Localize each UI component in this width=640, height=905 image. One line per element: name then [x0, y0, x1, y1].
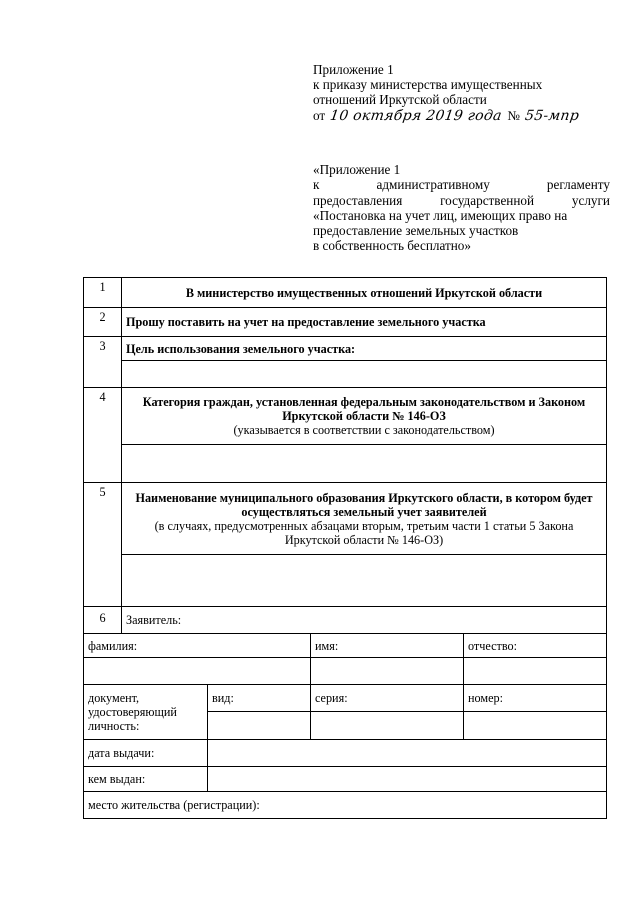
land-use-purpose-label: Цель использования земельного участка: [122, 337, 607, 361]
form-row-3 [84, 337, 607, 361]
row-number: 1 [84, 278, 122, 308]
appendix-title: Приложение 1 [313, 62, 394, 77]
citizen-category-note: (указывается в соответствии с законодательством) [233, 423, 495, 437]
land-use-purpose-field[interactable] [122, 361, 607, 388]
row-number: 3 [84, 337, 122, 388]
surname-label: фамилия: [84, 634, 311, 658]
application-form-table [83, 277, 607, 819]
applicant-label: Заявитель: [122, 607, 607, 634]
appendix2-line-3: предоставления государственной услуги [313, 192, 610, 208]
patronymic-label: отчество: [464, 634, 607, 658]
doc-type-field[interactable] [208, 712, 311, 740]
from-label: от [313, 107, 326, 123]
number-label: № [507, 107, 521, 123]
form-row-5-input [84, 555, 607, 607]
citizen-category-label [122, 388, 607, 445]
appendix2-line-4: «Постановка на учет лиц, имеющих право на [313, 207, 568, 223]
recipient-ministry: В министерство имущественных отношений Иркутской области [122, 278, 607, 308]
municipality-field[interactable] [122, 555, 607, 607]
row-number: 6 [84, 607, 122, 634]
patronymic-field[interactable] [464, 658, 607, 685]
name-label: имя: [311, 634, 464, 658]
municipality-title: Наименование муниципального образования Иркутского области, в котором будет осуществляться земельный учет заявителей [135, 490, 593, 519]
row-number: 5 [84, 483, 122, 607]
form-row-5 [84, 483, 607, 555]
row-number: 4 [84, 388, 122, 483]
surname-field[interactable] [84, 658, 311, 685]
order-date-line [313, 108, 613, 124]
residence-label: место жительства (регистрации): [84, 792, 607, 819]
issue-date-field[interactable] [208, 740, 607, 767]
form-row-4 [84, 388, 607, 445]
order-reference-block [313, 62, 613, 124]
order-line-3: отношений Иркутской области [313, 92, 487, 108]
residence-row [84, 792, 607, 819]
handwritten-date: 10 октября 2019 года [329, 107, 504, 124]
form-row-6 [84, 607, 607, 634]
form-row-3-input [84, 361, 607, 388]
doc-series-field[interactable] [311, 712, 464, 740]
issue-date-row [84, 740, 607, 767]
appendix2-line-6: в собственность бесплатно» [313, 238, 471, 254]
id-document-label: документ, удостоверяющий личность: [84, 685, 208, 740]
name-field[interactable] [311, 658, 464, 685]
form-row-1 [84, 278, 607, 308]
doc-number-label: номер: [464, 685, 607, 712]
municipality-label [122, 483, 607, 555]
row-number: 2 [84, 308, 122, 337]
citizen-category-title: Категория граждан, установленная федеральным законодательством и Законом Иркутской области № 146-ОЗ [142, 395, 586, 423]
doc-series-label: серия: [311, 685, 464, 712]
issue-date-label: дата выдачи: [84, 740, 208, 767]
handwritten-number: 55-мпр [524, 107, 581, 124]
issued-by-field[interactable] [208, 767, 607, 792]
name-labels-row [84, 634, 607, 658]
doc-type-label: вид: [208, 685, 311, 712]
appendix2-line-5: предоставление земельных участков [313, 223, 519, 239]
order-line-2: к приказу министерства имущественных [313, 77, 543, 93]
doc-number-field[interactable] [464, 712, 607, 740]
issued-by-label: кем выдан: [84, 767, 208, 792]
appendix2-title: «Приложение 1 [313, 162, 401, 177]
regulation-appendix-block [313, 162, 610, 254]
id-doc-labels-row [84, 685, 607, 712]
name-inputs-row [84, 658, 607, 685]
form-row-4-input [84, 445, 607, 483]
citizen-category-field[interactable] [122, 445, 607, 483]
municipality-note: (в случаях, предусмотренных абзацами вторым, третьим части 1 статьи 5 Закона Иркутской области № 146-ОЗ) [154, 518, 574, 547]
issued-by-row [84, 767, 607, 792]
form-row-2 [84, 308, 607, 337]
request-text: Прошу поставить на учет на предоставление земельного участка [122, 308, 607, 337]
appendix2-line-2: к административному регламенту [313, 177, 610, 193]
